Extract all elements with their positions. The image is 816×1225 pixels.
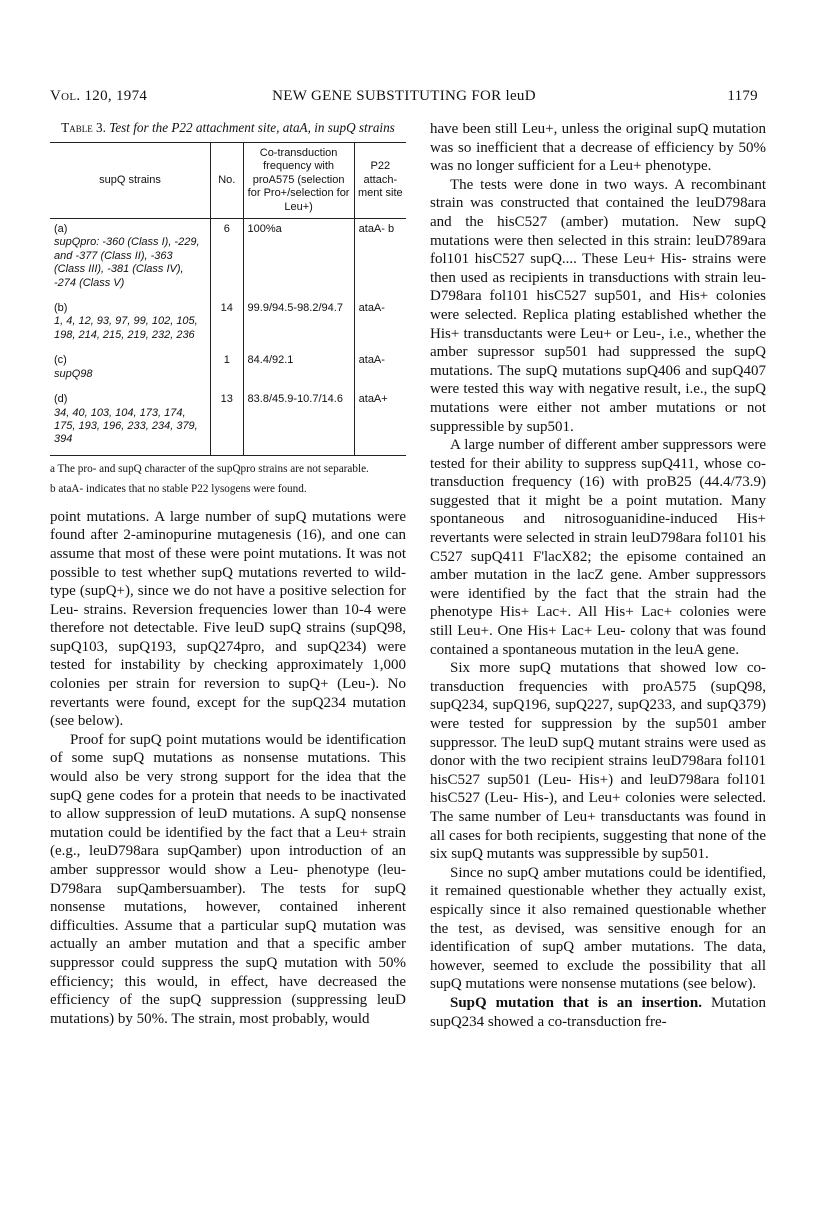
cell-strains <box>50 389 211 455</box>
cell-site: ataA+ <box>354 389 406 455</box>
cell-frequency: 100%a <box>243 219 354 299</box>
row-label: (b) <box>54 302 68 315</box>
cell-frequency: 84.4/92.1 <box>243 350 354 389</box>
table-caption-text: Test for the P22 attachment site, ataA, in supQ strains <box>109 120 395 135</box>
table-caption <box>50 120 406 136</box>
body-paragraph: Since no supQ amber mutations could be identified, it remained questionable whether they actually exist, espically since it also remained questionable whether the test, as devised, was sensitive enough for an identification of supQ amber mutations. The data, however, seemed to exclude the possibility that all supQ mutations were nonsense mutations (see below). <box>430 864 766 993</box>
body-paragraph: The tests were done in two ways. A recombinant strain was constructed that contained the leuD798ara and the hisC527 (amber) mutation. New supQ mutations were then selected in this strain: leuD789ara fol101 hisC527 supQ.... These Leu+ His- strains were then used as recipients in transductions with strain leu-D798ara fol101 hisC527 sup501, and His+ colonies were selected. Replica plating established whether the His+ transductants were Leu+ or Leu-, i.e., whether the amber supressor sup501 had suppressed the supQ mutations. The supQ mutations supQ406 and supQ407 were tested this way with negative result, i.e., the supQ mutations were either not amber mutations or not suppressible by sup501. <box>430 176 766 435</box>
body-paragraph: A large number of different amber suppressors were tested for their ability to suppress supQ411, whose co-transduction frequency (16) with proB25 (44.4/73.9) suggested that it might be a point mutation. Many spontaneous and nitrosoguanidine-induced His+ revertants were selected in strain leuD798ara fol101 his C527 supQ411 F'lacX82; the episome contained an amber mutation in the lacZ gene. Amber suppressors were identified by the fact that the strain had the phenotype His+ Lac+. All His+ Lac+ colonies were still Leu+. One His+ Lac+ Leu- colony that was found contained a spontaneous mutation in the leuA gene. <box>430 437 766 658</box>
cell-no: 1 <box>211 350 244 389</box>
row-label: (d) <box>54 393 68 406</box>
strain-list: 34, 40, 103, 104, 173, 174, 175, 193, 196, 233, 234, 379, 394 <box>54 406 198 446</box>
cell-frequency: 83.8/45.9-10.7/14.6 <box>243 389 354 455</box>
section-paragraph <box>430 994 766 1031</box>
header-site: P22 attach-ment site <box>354 143 406 219</box>
body-paragraph: have been still Leu+, unless the original supQ mutation was so inefficient that a decrease of efficiency by 50% was no longer sufficient for a Leu+ phenotype. <box>430 121 766 175</box>
cell-strains <box>50 350 211 389</box>
header-no: No. <box>211 143 244 219</box>
section-heading: SupQ mutation that is an insertion. <box>450 994 703 1011</box>
body-paragraph: point mutations. A large number of supQ mutations were found after 2-aminopurine mutagenesis (16), and one can assume that most of these were point mutations. It was not possible to test whether supQ mutations reverted to wild-type (supQ+), since we do not have a positive selection for Leu- strains. Reversion frequencies lower than 10-4 were therefore not detectable. Five leuD supQ strains (supQ98, supQ103, supQ193, supQ274pro, and supQ234) were tested for instability by checking approximately 1,000 colonies per strain for reversion to supQ+ (Leu-). No revertants were found, except for the supQ234 mutation (see below). <box>50 508 406 730</box>
cell-no: 14 <box>211 298 244 350</box>
row-label: (a) <box>54 223 68 236</box>
page-number: 1179 <box>727 88 758 104</box>
table-label: Table 3. <box>61 120 106 135</box>
cell-site: ataA- <box>354 350 406 389</box>
table-row <box>50 298 406 350</box>
table-row <box>50 219 406 299</box>
cell-strains <box>50 298 211 350</box>
table-row <box>50 389 406 455</box>
cell-no: 13 <box>211 389 244 455</box>
cell-site: ataA- b <box>354 219 406 299</box>
table-footnote-b: b ataA- indicates that no stable P22 lysogens were found. <box>50 482 307 495</box>
body-paragraph: Six more supQ mutations that showed low co-transduction frequencies with proA575 (supQ98, supQ234, supQ196, supQ227, supQ233, and supQ379) were tested for suppression by the sup501 amber suppressor. The leuD supQ mutant strains were used as donor with the two recipient strains leuD798ara fol101 hisC527 sup501 (Leu- His+) and leuD798ara fol101 hisC527 (Leu- His-), and Leu+ colonies were selected. The same number of Leu+ transductants was found in all cases for both recipients, suggesting that none of the six supQ mutants was suppressible by sup501. <box>430 660 766 863</box>
table-header-row <box>50 143 406 219</box>
row-label: (c) <box>54 354 67 367</box>
table-3 <box>50 142 406 456</box>
cell-strains <box>50 219 211 299</box>
header-strains: supQ strains <box>50 143 211 219</box>
body-paragraph: Proof for supQ point mutations would be identification of some supQ mutations as nonsense mutations. This would also be very strong support for the idea that the supQ gene codes for a protein that needs to be inactivated to allow suppression of leuD mutations. A supQ nonsense mutation could be identified by the fact that a Leu+ strain (e.g., leuD798ara supQamber) upon introduction of an amber suppressor would show a Leu- phenotype (leu-D798ara supQambersuamber). The tests for supQ nonsense mutations, however, contained inherent difficulties. Assume that a particular supQ mutation was actually an amber mutation and that a specific amber suppressor could suppress the supQ mutation with 50% efficiency; this would, in effect, have decreased the efficiency of the supQ suppression (suppressing leuD mutations) by 50%. The strain, most probably, would <box>50 731 406 1027</box>
cell-frequency: 99.9/94.5-98.2/94.7 <box>243 298 354 350</box>
running-title: NEW GENE SUBSTITUTING FOR leuD <box>272 88 536 104</box>
strain-list: 1, 4, 12, 93, 97, 99, 102, 105, 198, 214, 215, 219, 232, 236 <box>54 315 198 341</box>
strain-list: supQ98 <box>54 367 93 380</box>
cell-no: 6 <box>211 219 244 299</box>
journal-volume: Vol. 120, 1974 <box>50 88 148 104</box>
header-frequency: Co-transduction frequency with proA575 (selection for Pro+/selection for Leu+) <box>243 143 354 219</box>
running-head <box>50 88 758 110</box>
cell-site: ataA- <box>354 298 406 350</box>
strain-list: supQpro: -360 (Class I), -229, and -377 (Class II), -363 (Class III), -381 (Class IV), -274 (Class V) <box>54 236 200 289</box>
section-text: Mutation supQ234 showed a co-transduction fre- <box>430 994 766 1030</box>
right-column <box>430 120 766 1031</box>
left-column <box>50 120 406 1028</box>
table-row <box>50 350 406 389</box>
table-footnote-a: a The pro- and supQ character of the supQpro strains are not separable. <box>50 462 369 475</box>
